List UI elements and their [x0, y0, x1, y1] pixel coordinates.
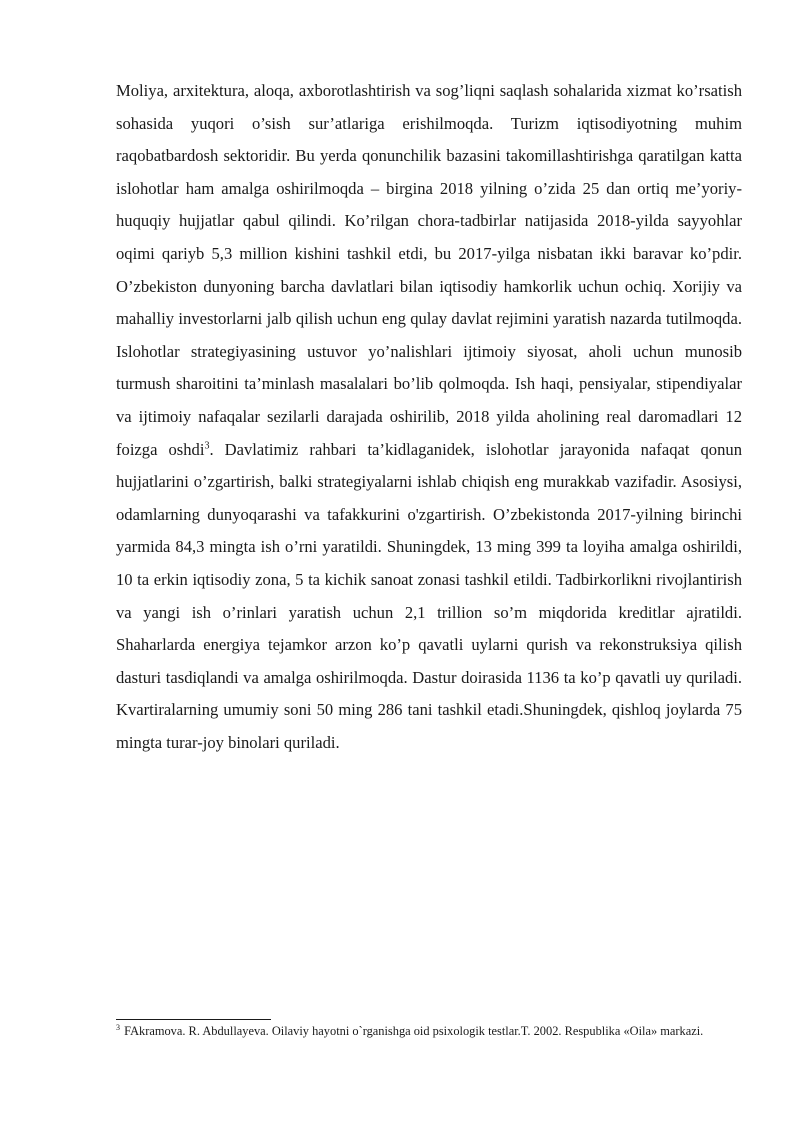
footnote-separator	[116, 1019, 271, 1020]
body-paragraph	[116, 75, 742, 759]
paragraph-text-part-2: . Davlatimiz rahbari ta’kidlaganidek, islohotlar jarayonida nafaqat qonun hujjatlarini o’zgartirish, balki strategiyalarni ishlab chiqish eng murakkab vazifadir. Asosiysi, odamlarning dunyoqarashi va tafakkurini o'zgartirish. O’zbekistonda 2017-yilning birinchi yarmida 84,3 mingta ish o’rni yaratildi. Shuningdek, 13 ming 399 ta loyiha amalga oshirildi, 10 ta erkin iqtisodiy zona, 5 ta kichik sanoat zonasi tashkil etildi. Tadbirkorlikni rivojlantirish va yangi ish o’rinlari yaratish uchun 2,1 trillion so’m miqdorida kreditlar ajratildi. Shaharlarda energiya tejamkor arzon ko’p qavatli uylarni qurish va rekonstruksiya qilish dasturi tasdiqlandi va amalga oshirilmoqda. Dastur doirasida 1136 ta ko’p qavatli uy quriladi. Kvartiralarning umumiy soni 50 ming 286 tani tashkil etadi.Shuningdek, qishloq joylarda 75 mingta turar-joy binolari quriladi.	[116, 439, 742, 752]
footnote-text: FAkramova. R. Abdullayeva. Oilaviy hayotni o`rganishga oid psixologik testlar.T. 2002. Respublika «Oila» markazi.	[121, 1024, 704, 1038]
footnote-reference[interactable]: 3	[204, 440, 210, 451]
footnote-number: 3	[116, 1022, 120, 1032]
paragraph-text-part-1: Moliya, arxitektura, aloqa, axborotlashtirish va sog’liqni saqlash sohalarida xizmat ko’rsatish sohasida yuqori o’sish sur’atlariga erishilmoqda. Turizm iqtisodiyotning muhim raqobatbardosh sektoridir. Bu yerda qonunchilik bazasini takomillashtirishga qaratilgan katta islohotlar ham amalga oshirilmoqda – birgina 2018 yilning o’zida 25 dan ortiq me’yoriy-huquqiy hujjatlar qabul qilindi. Ko’rilgan chora-tadbirlar natijasida 2018-yilda sayyohlar oqimi qariyb 5,3 million kishini tashkil etdi, bu 2017-yilga nisbatan ikki baravar ko’pdir. O’zbekiston dunyoning barcha davlatlari bilan iqtisodiy hamkorlik uchun ochiq. Xorijiy va mahalliy investorlarni jalb qilish uchun eng qulay davlat rejimini yaratish nazarda tutilmoqda. Islohotlar strategiyasining ustuvor yo’nalishlari ijtimoiy siyosat, aholi uchun munosib turmush sharoitini ta’minlash masalalari bo’lib qolmoqda. Ish haqi, pensiyalar, stipendiyalar va ijtimoiy nafaqalar sezilarli darajada oshirilib, 2018 yilda aholining real daromadlari 12 foizga oshdi	[116, 81, 742, 459]
footnote	[116, 1022, 742, 1040]
